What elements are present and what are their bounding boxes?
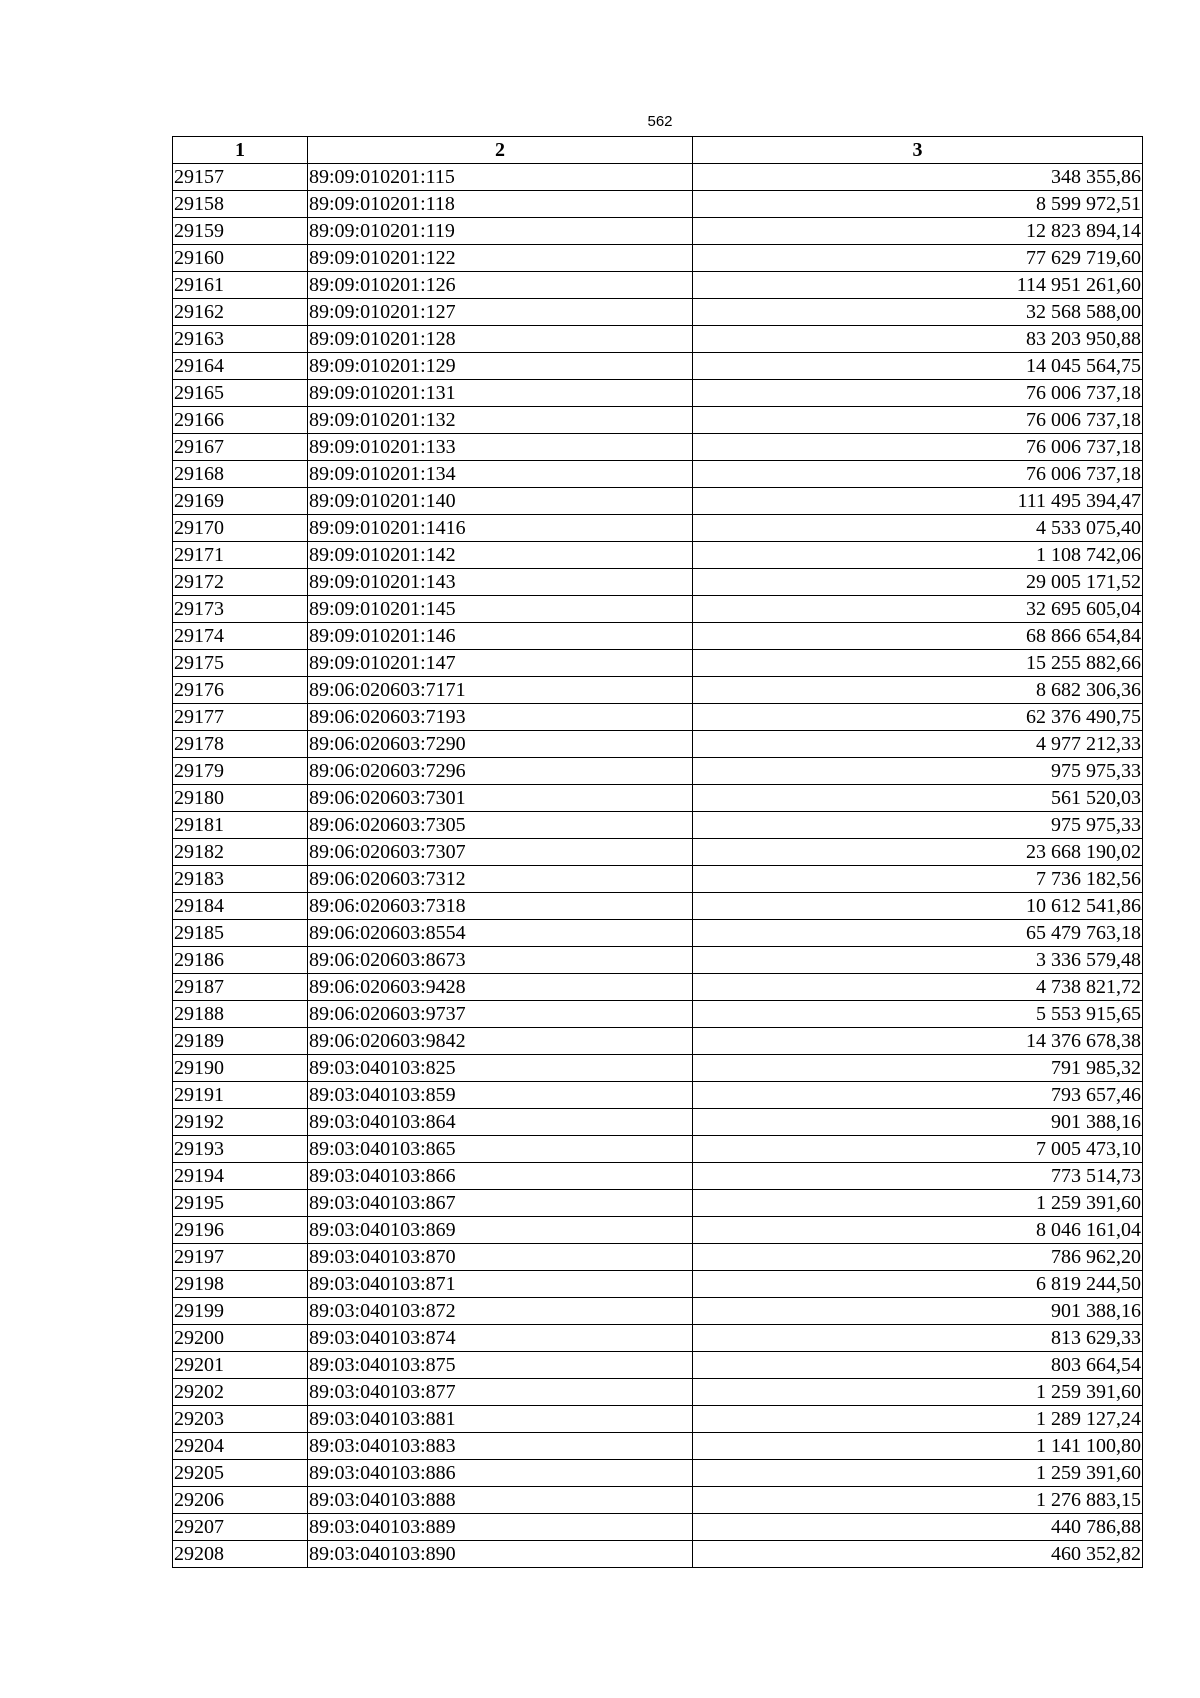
cadastral-value-cell: 440 786,88	[693, 1514, 1143, 1541]
page-number: 562	[647, 113, 673, 130]
cadastral-number-cell: 89:06:020603:7301	[308, 785, 693, 812]
row-number-cell: 29191	[173, 1082, 308, 1109]
row-number-cell: 29193	[173, 1136, 308, 1163]
cadastral-value-cell: 975 975,33	[693, 758, 1143, 785]
cadastral-number-cell: 89:06:020603:7193	[308, 704, 693, 731]
cadastral-value-cell: 29 005 171,52	[693, 569, 1143, 596]
table-row	[173, 812, 1143, 839]
row-number-cell: 29194	[173, 1163, 308, 1190]
cadastral-number-cell: 89:06:020603:7290	[308, 731, 693, 758]
cadastral-number-cell: 89:06:020603:7305	[308, 812, 693, 839]
row-number-cell: 29174	[173, 623, 308, 650]
row-number-cell: 29167	[173, 434, 308, 461]
cadastral-number-cell: 89:06:020603:7312	[308, 866, 693, 893]
row-number-cell: 29177	[173, 704, 308, 731]
cadastral-value-cell: 76 006 737,18	[693, 434, 1143, 461]
cadastral-value-cell: 1 259 391,60	[693, 1460, 1143, 1487]
table-row	[173, 704, 1143, 731]
cadastral-number-cell: 89:03:040103:867	[308, 1190, 693, 1217]
cadastral-number-cell: 89:03:040103:870	[308, 1244, 693, 1271]
cadastral-number-cell: 89:06:020603:9842	[308, 1028, 693, 1055]
table-row	[173, 1109, 1143, 1136]
row-number-cell: 29189	[173, 1028, 308, 1055]
table-row	[173, 407, 1143, 434]
table-row	[173, 1136, 1143, 1163]
column-header-cadastral-value: 3	[693, 137, 1143, 164]
cadastral-number-cell: 89:09:010201:146	[308, 623, 693, 650]
cadastral-number-cell: 89:06:020603:8554	[308, 920, 693, 947]
table-row	[173, 1028, 1143, 1055]
table-row	[173, 1433, 1143, 1460]
cadastral-number-cell: 89:09:010201:128	[308, 326, 693, 353]
cadastral-value-cell: 14 045 564,75	[693, 353, 1143, 380]
row-number-cell: 29190	[173, 1055, 308, 1082]
table-row	[173, 1244, 1143, 1271]
cadastral-value-cell: 4 738 821,72	[693, 974, 1143, 1001]
row-number-cell: 29160	[173, 245, 308, 272]
row-number-cell: 29192	[173, 1109, 308, 1136]
table-row	[173, 1352, 1143, 1379]
cadastral-value-cell: 1 259 391,60	[693, 1190, 1143, 1217]
row-number-cell: 29159	[173, 218, 308, 245]
table-row	[173, 866, 1143, 893]
cadastral-value-cell: 62 376 490,75	[693, 704, 1143, 731]
cadastral-value-cell: 1 259 391,60	[693, 1379, 1143, 1406]
table-row	[173, 650, 1143, 677]
row-number-cell: 29173	[173, 596, 308, 623]
table-row	[173, 1541, 1143, 1568]
cadastral-value-table	[172, 136, 1143, 1568]
cadastral-number-cell: 89:06:020603:9737	[308, 1001, 693, 1028]
cadastral-number-cell: 89:03:040103:888	[308, 1487, 693, 1514]
row-number-cell: 29200	[173, 1325, 308, 1352]
cadastral-number-cell: 89:06:020603:8673	[308, 947, 693, 974]
cadastral-number-cell: 89:03:040103:883	[308, 1433, 693, 1460]
cadastral-number-cell: 89:03:040103:881	[308, 1406, 693, 1433]
table-row	[173, 677, 1143, 704]
cadastral-number-cell: 89:09:010201:129	[308, 353, 693, 380]
cadastral-value-cell: 15 255 882,66	[693, 650, 1143, 677]
cadastral-value-cell: 561 520,03	[693, 785, 1143, 812]
cadastral-value-cell: 4 977 212,33	[693, 731, 1143, 758]
column-header-number: 1	[173, 137, 308, 164]
cadastral-number-cell: 89:09:010201:133	[308, 434, 693, 461]
cadastral-number-cell: 89:09:010201:147	[308, 650, 693, 677]
row-number-cell: 29198	[173, 1271, 308, 1298]
table-row	[173, 1163, 1143, 1190]
table-row	[173, 1325, 1143, 1352]
cadastral-value-cell: 8 046 161,04	[693, 1217, 1143, 1244]
cadastral-value-cell: 1 108 742,06	[693, 542, 1143, 569]
cadastral-value-cell: 10 612 541,86	[693, 893, 1143, 920]
cadastral-value-cell: 975 975,33	[693, 812, 1143, 839]
row-number-cell: 29206	[173, 1487, 308, 1514]
cadastral-number-cell: 89:06:020603:7318	[308, 893, 693, 920]
cadastral-value-cell: 901 388,16	[693, 1109, 1143, 1136]
cadastral-number-cell: 89:06:020603:7171	[308, 677, 693, 704]
table-row	[173, 1406, 1143, 1433]
cadastral-value-cell: 7 005 473,10	[693, 1136, 1143, 1163]
cadastral-number-cell: 89:09:010201:140	[308, 488, 693, 515]
table-row	[173, 1217, 1143, 1244]
table-row	[173, 1271, 1143, 1298]
table-row	[173, 191, 1143, 218]
cadastral-number-cell: 89:09:010201:127	[308, 299, 693, 326]
table-row	[173, 974, 1143, 1001]
cadastral-value-cell: 773 514,73	[693, 1163, 1143, 1190]
cadastral-number-cell: 89:09:010201:131	[308, 380, 693, 407]
table-row	[173, 596, 1143, 623]
table-row	[173, 1001, 1143, 1028]
cadastral-value-cell: 786 962,20	[693, 1244, 1143, 1271]
cadastral-value-cell: 65 479 763,18	[693, 920, 1143, 947]
cadastral-number-cell: 89:09:010201:145	[308, 596, 693, 623]
cadastral-number-cell: 89:03:040103:875	[308, 1352, 693, 1379]
table-row	[173, 542, 1143, 569]
row-number-cell: 29203	[173, 1406, 308, 1433]
cadastral-value-cell: 111 495 394,47	[693, 488, 1143, 515]
table-row	[173, 272, 1143, 299]
table-row	[173, 839, 1143, 866]
cadastral-number-cell: 89:03:040103:825	[308, 1055, 693, 1082]
table-row	[173, 947, 1143, 974]
table-row	[173, 893, 1143, 920]
cadastral-number-cell: 89:03:040103:872	[308, 1298, 693, 1325]
cadastral-number-cell: 89:06:020603:7296	[308, 758, 693, 785]
row-number-cell: 29176	[173, 677, 308, 704]
cadastral-number-cell: 89:09:010201:1416	[308, 515, 693, 542]
row-number-cell: 29171	[173, 542, 308, 569]
table-body	[173, 164, 1143, 1568]
cadastral-number-cell: 89:03:040103:889	[308, 1514, 693, 1541]
row-number-cell: 29196	[173, 1217, 308, 1244]
table-row	[173, 218, 1143, 245]
row-number-cell: 29183	[173, 866, 308, 893]
row-number-cell: 29162	[173, 299, 308, 326]
cadastral-number-cell: 89:09:010201:122	[308, 245, 693, 272]
row-number-cell: 29157	[173, 164, 308, 191]
table-row	[173, 434, 1143, 461]
table-row	[173, 1190, 1143, 1217]
row-number-cell: 29170	[173, 515, 308, 542]
cadastral-number-cell: 89:03:040103:866	[308, 1163, 693, 1190]
cadastral-value-cell: 3 336 579,48	[693, 947, 1143, 974]
row-number-cell: 29179	[173, 758, 308, 785]
table-row	[173, 164, 1143, 191]
cadastral-number-cell: 89:06:020603:9428	[308, 974, 693, 1001]
row-number-cell: 29208	[173, 1541, 308, 1568]
table-row	[173, 353, 1143, 380]
table-row	[173, 1298, 1143, 1325]
row-number-cell: 29158	[173, 191, 308, 218]
row-number-cell: 29188	[173, 1001, 308, 1028]
cadastral-value-cell: 4 533 075,40	[693, 515, 1143, 542]
cadastral-number-cell: 89:03:040103:877	[308, 1379, 693, 1406]
table-row	[173, 1514, 1143, 1541]
cadastral-number-cell: 89:06:020603:7307	[308, 839, 693, 866]
table-row	[173, 380, 1143, 407]
cadastral-number-cell: 89:09:010201:132	[308, 407, 693, 434]
table-row	[173, 920, 1143, 947]
cadastral-value-cell: 76 006 737,18	[693, 461, 1143, 488]
cadastral-number-cell: 89:03:040103:869	[308, 1217, 693, 1244]
table-header-row	[173, 137, 1143, 164]
row-number-cell: 29164	[173, 353, 308, 380]
cadastral-value-cell: 7 736 182,56	[693, 866, 1143, 893]
table-row	[173, 326, 1143, 353]
cadastral-number-cell: 89:09:010201:134	[308, 461, 693, 488]
cadastral-value-cell: 114 951 261,60	[693, 272, 1143, 299]
cadastral-value-cell: 5 553 915,65	[693, 1001, 1143, 1028]
row-number-cell: 29207	[173, 1514, 308, 1541]
row-number-cell: 29168	[173, 461, 308, 488]
row-number-cell: 29199	[173, 1298, 308, 1325]
row-number-cell: 29187	[173, 974, 308, 1001]
table-row	[173, 1460, 1143, 1487]
cadastral-value-cell: 83 203 950,88	[693, 326, 1143, 353]
cadastral-value-cell: 1 289 127,24	[693, 1406, 1143, 1433]
row-number-cell: 29185	[173, 920, 308, 947]
cadastral-value-cell: 793 657,46	[693, 1082, 1143, 1109]
table-row	[173, 758, 1143, 785]
cadastral-number-cell: 89:09:010201:143	[308, 569, 693, 596]
table-row	[173, 1055, 1143, 1082]
cadastral-value-cell: 68 866 654,84	[693, 623, 1143, 650]
cadastral-value-cell: 803 664,54	[693, 1352, 1143, 1379]
cadastral-value-cell: 348 355,86	[693, 164, 1143, 191]
cadastral-number-cell: 89:03:040103:890	[308, 1541, 693, 1568]
cadastral-value-cell: 23 668 190,02	[693, 839, 1143, 866]
table-row	[173, 461, 1143, 488]
cadastral-value-cell: 77 629 719,60	[693, 245, 1143, 272]
table-row	[173, 569, 1143, 596]
row-number-cell: 29178	[173, 731, 308, 758]
cadastral-number-cell: 89:03:040103:874	[308, 1325, 693, 1352]
cadastral-value-cell: 6 819 244,50	[693, 1271, 1143, 1298]
row-number-cell: 29195	[173, 1190, 308, 1217]
cadastral-value-cell: 460 352,82	[693, 1541, 1143, 1568]
row-number-cell: 29165	[173, 380, 308, 407]
table-row	[173, 1379, 1143, 1406]
row-number-cell: 29202	[173, 1379, 308, 1406]
row-number-cell: 29184	[173, 893, 308, 920]
row-number-cell: 29205	[173, 1460, 308, 1487]
cadastral-number-cell: 89:03:040103:886	[308, 1460, 693, 1487]
row-number-cell: 29204	[173, 1433, 308, 1460]
row-number-cell: 29175	[173, 650, 308, 677]
table-row	[173, 731, 1143, 758]
cadastral-value-cell: 76 006 737,18	[693, 407, 1143, 434]
row-number-cell: 29186	[173, 947, 308, 974]
cadastral-number-cell: 89:09:010201:142	[308, 542, 693, 569]
cadastral-value-cell: 791 985,32	[693, 1055, 1143, 1082]
cadastral-number-cell: 89:09:010201:115	[308, 164, 693, 191]
cadastral-number-cell: 89:03:040103:871	[308, 1271, 693, 1298]
cadastral-value-cell: 32 568 588,00	[693, 299, 1143, 326]
row-number-cell: 29163	[173, 326, 308, 353]
table-row	[173, 299, 1143, 326]
table-row	[173, 488, 1143, 515]
cadastral-value-cell: 8 682 306,36	[693, 677, 1143, 704]
row-number-cell: 29161	[173, 272, 308, 299]
cadastral-number-cell: 89:03:040103:865	[308, 1136, 693, 1163]
cadastral-value-cell: 76 006 737,18	[693, 380, 1143, 407]
cadastral-value-cell: 8 599 972,51	[693, 191, 1143, 218]
cadastral-number-cell: 89:03:040103:859	[308, 1082, 693, 1109]
table-row	[173, 1487, 1143, 1514]
cadastral-value-cell: 1 276 883,15	[693, 1487, 1143, 1514]
row-number-cell: 29172	[173, 569, 308, 596]
row-number-cell: 29197	[173, 1244, 308, 1271]
row-number-cell: 29166	[173, 407, 308, 434]
cadastral-number-cell: 89:09:010201:126	[308, 272, 693, 299]
table-row	[173, 623, 1143, 650]
cadastral-value-cell: 14 376 678,38	[693, 1028, 1143, 1055]
table-row	[173, 515, 1143, 542]
table-row	[173, 1082, 1143, 1109]
cadastral-number-cell: 89:03:040103:864	[308, 1109, 693, 1136]
row-number-cell: 29181	[173, 812, 308, 839]
cadastral-value-cell: 1 141 100,80	[693, 1433, 1143, 1460]
cadastral-value-cell: 901 388,16	[693, 1298, 1143, 1325]
table-row	[173, 245, 1143, 272]
cadastral-number-cell: 89:09:010201:119	[308, 218, 693, 245]
cadastral-value-cell: 12 823 894,14	[693, 218, 1143, 245]
row-number-cell: 29201	[173, 1352, 308, 1379]
row-number-cell: 29169	[173, 488, 308, 515]
column-header-cadastral-number: 2	[308, 137, 693, 164]
row-number-cell: 29180	[173, 785, 308, 812]
cadastral-number-cell: 89:09:010201:118	[308, 191, 693, 218]
row-number-cell: 29182	[173, 839, 308, 866]
table-row	[173, 785, 1143, 812]
cadastral-value-cell: 32 695 605,04	[693, 596, 1143, 623]
cadastral-value-cell: 813 629,33	[693, 1325, 1143, 1352]
